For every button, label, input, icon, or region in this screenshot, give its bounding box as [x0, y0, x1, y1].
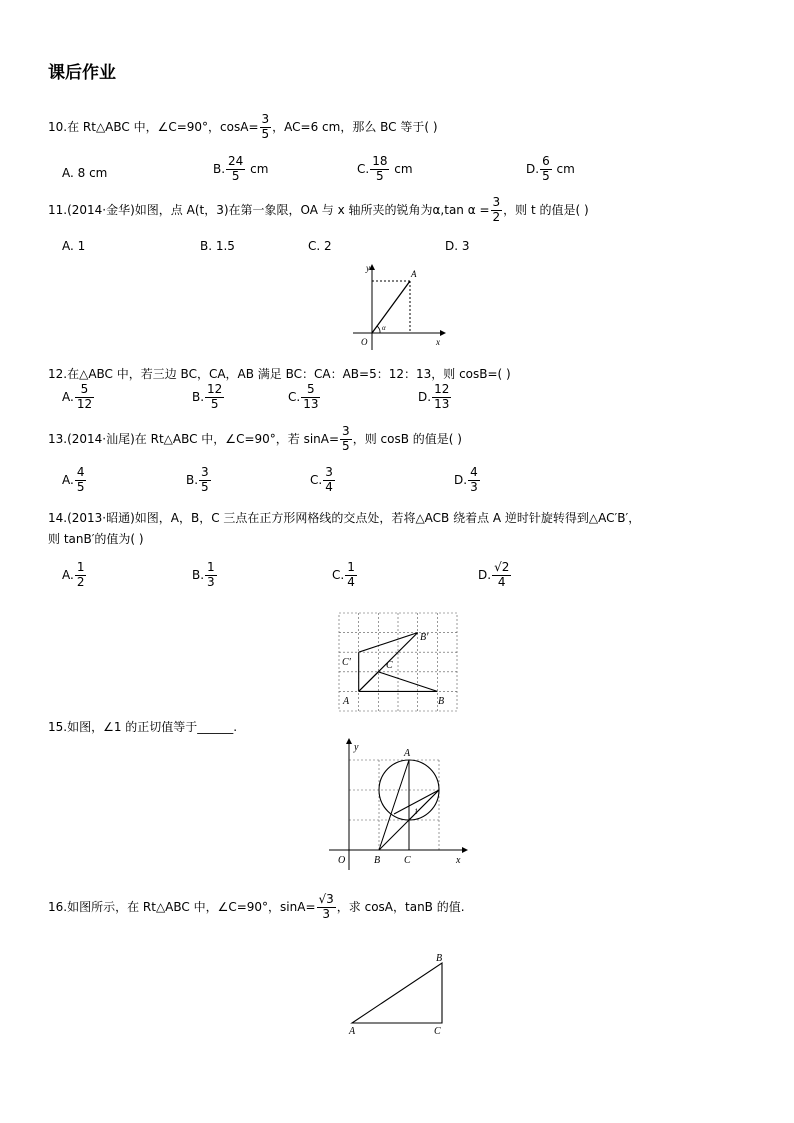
segment-c-prime-b-prime [359, 633, 418, 653]
fraction-numerator: 18 [372, 154, 388, 168]
q16-triangle-figure [344, 950, 454, 1036]
option-fraction [75, 561, 87, 590]
x-axis-arrow-icon [440, 330, 446, 336]
label-b-prime: B′ [420, 632, 429, 643]
fraction-numerator: 4 [76, 465, 85, 479]
label-y: y [366, 263, 370, 273]
fraction-denominator: 2 [492, 209, 501, 224]
label-c: C [386, 660, 393, 671]
q11-stem-pre: 11.(2014·金华)如图，点 A(t，3)在第一象限，OA 与 x 轴所夹的锐角为α,tan α = [48, 202, 490, 217]
question-12: 12.在△ABC 中，若三边 BC，CA，AB 满足 BC：CA：AB=5：12：13，则 cosB=( ) [48, 367, 511, 381]
label-alpha: α [382, 324, 386, 332]
option-fraction [226, 155, 245, 184]
label-a: A [349, 1026, 356, 1036]
option-fraction [468, 466, 480, 495]
option-letter: D. [526, 161, 540, 176]
option-letter: B. [213, 161, 226, 176]
segment-oa [372, 281, 410, 333]
option-letter: B. [192, 389, 205, 404]
q12-option-a [62, 383, 95, 412]
q12-option-b [192, 383, 225, 412]
q14-option-b [192, 561, 218, 590]
label-a: A [343, 696, 350, 707]
segment-cb [378, 672, 437, 692]
fraction-denominator: 3 [470, 479, 478, 494]
option-fraction [370, 155, 389, 184]
option-fraction [199, 466, 211, 495]
fraction-denominator: 4 [325, 479, 333, 494]
q16-stem-post: ，求 cosA，tanB 的值. [336, 899, 465, 914]
q11-stem-post: ，则 t 的值是( ) [503, 202, 589, 217]
fraction-numerator: 3 [325, 465, 333, 479]
option-unit: cm [390, 161, 413, 176]
q13-option-d [454, 466, 481, 495]
q10-cos-fraction [260, 113, 272, 142]
fraction-numerator: 4 [470, 465, 478, 479]
fraction-numerator: √2 [494, 560, 510, 574]
page-title: 课后作业 [48, 63, 116, 83]
question-15: 15.如图，∠1 的正切值等于______. [48, 720, 238, 734]
fraction-denominator: 3 [207, 574, 215, 589]
q11-option-d: D. 3 [445, 239, 470, 253]
fraction-numerator: 1 [207, 560, 215, 574]
question-14-line-2: 则 tanB′的值为( ) [48, 532, 144, 546]
option-letter: B. [192, 567, 205, 582]
q12-option-d [418, 383, 452, 412]
fraction-denominator: 5 [370, 169, 389, 184]
option-letter: C. [310, 472, 323, 487]
fraction-numerator: 6 [542, 154, 550, 168]
fraction-numerator: 3 [492, 195, 501, 209]
option-fraction [205, 561, 217, 590]
fraction-numerator: 1 [76, 560, 85, 574]
question-10 [48, 113, 438, 142]
q14-grid-figure [336, 610, 460, 714]
label-y: y [354, 742, 359, 753]
option-letter: C. [332, 567, 345, 582]
option-letter: C. [357, 161, 370, 176]
q11-tan-fraction [491, 196, 503, 225]
option-unit: cm [246, 161, 269, 176]
question-11 [48, 196, 589, 225]
q10-option-d [526, 155, 575, 184]
option-fraction [75, 383, 94, 412]
label-c: C [404, 855, 411, 866]
fraction-denominator: 3 [317, 907, 336, 922]
fraction-denominator: 5 [226, 169, 245, 184]
option-fraction [75, 466, 87, 495]
option-fraction [432, 383, 451, 412]
q11-figure [348, 262, 448, 354]
question-13 [48, 425, 462, 454]
question-14-line-1: 14.(2013·昭通)如图，A，B，C 三点在正方形网格线的交点处，若将△ACB 绕着点 A 逆时针旋转得到△AC′B′， [48, 511, 641, 525]
q16-sin-fraction [317, 893, 336, 922]
q10-option-c [357, 155, 413, 184]
right-triangle [352, 963, 442, 1023]
q15-figure [322, 734, 472, 874]
label-x: x [436, 337, 440, 347]
q11-option-b: B. 1.5 [200, 239, 235, 253]
question-16 [48, 893, 465, 922]
q13-stem-pre: 13.(2014·汕尾)在 Rt△ABC 中，∠C=90°，若 sinA= [48, 431, 340, 446]
label-x: x [456, 855, 461, 866]
fraction-numerator: 3 [201, 465, 209, 479]
option-letter: A. [62, 472, 74, 487]
label-b: B [436, 953, 443, 964]
y-axis-arrow-icon [346, 738, 352, 744]
chords [379, 760, 439, 850]
q16-stem-pre: 16.如图所示，在 Rt△ABC 中，∠C=90°，sinA= [48, 899, 316, 914]
x-axis-arrow-icon [462, 847, 468, 853]
q10-stem-post: ，AC=6 cm，那么 BC 等于( ) [272, 119, 438, 134]
q11-option-a: A. 1 [62, 239, 86, 253]
fraction-denominator: 5 [76, 479, 85, 494]
fraction-numerator: 5 [307, 382, 315, 396]
fraction-denominator: 13 [303, 396, 319, 411]
fraction-denominator: 5 [342, 438, 350, 453]
fraction-numerator: 12 [207, 382, 223, 396]
option-fraction [205, 383, 224, 412]
q10-option-b [213, 155, 268, 184]
option-fraction [492, 561, 511, 590]
fraction-denominator: 5 [205, 397, 224, 412]
q13-sin-fraction [340, 425, 352, 454]
q14-option-a [62, 561, 87, 590]
option-fraction [345, 561, 357, 590]
option-letter: B. [186, 472, 199, 487]
fraction-numerator: 3 [342, 424, 350, 438]
q13-option-c [310, 466, 336, 495]
option-letter: A. [62, 567, 74, 582]
angle-alpha-arc [377, 326, 380, 333]
label-o: O [338, 855, 346, 866]
fraction-numerator: √3 [318, 892, 334, 906]
option-letter: D. [454, 472, 468, 487]
q14-option-c [332, 561, 358, 590]
label-b: B [438, 696, 445, 707]
q10-option-a: A. 8 cm [62, 166, 108, 180]
q10-stem-pre: 10.在 Rt△ABC 中，∠C=90°，cosA= [48, 119, 259, 134]
label-angle-1: 1 [414, 807, 418, 816]
option-fraction [323, 466, 335, 495]
option-letter: D. [418, 389, 432, 404]
fraction-denominator: 4 [347, 574, 355, 589]
q13-stem-post: ，则 cosB 的值是( ) [352, 431, 462, 446]
label-c-prime: C′ [342, 657, 351, 668]
option-letter: D. [478, 567, 492, 582]
fraction-numerator: 1 [347, 560, 355, 574]
label-a: A [411, 269, 417, 279]
q12-option-c [288, 383, 321, 412]
option-letter: C. [288, 389, 301, 404]
fraction-denominator: 2 [76, 574, 85, 589]
q11-option-c: C. 2 [308, 239, 332, 253]
label-a: A [404, 748, 411, 759]
label-c: C [434, 1026, 441, 1036]
option-letter: A. [62, 389, 74, 404]
q13-option-a [62, 466, 87, 495]
q14-option-d [478, 561, 512, 590]
q13-option-b [186, 466, 212, 495]
fraction-denominator: 12 [76, 396, 93, 411]
fraction-numerator: 5 [80, 382, 89, 396]
fraction-numerator: 3 [261, 112, 270, 126]
option-fraction [301, 383, 320, 412]
fraction-denominator: 13 [434, 396, 450, 411]
label-b: B [374, 855, 381, 866]
fraction-numerator: 24 [228, 154, 244, 168]
fraction-denominator: 5 [261, 126, 270, 141]
fraction-denominator: 5 [201, 479, 209, 494]
option-fraction [540, 155, 552, 184]
option-unit: cm [552, 161, 575, 176]
label-o: O [361, 337, 368, 347]
fraction-numerator: 12 [434, 382, 450, 396]
fraction-denominator: 4 [492, 575, 511, 590]
fraction-denominator: 5 [542, 168, 550, 183]
